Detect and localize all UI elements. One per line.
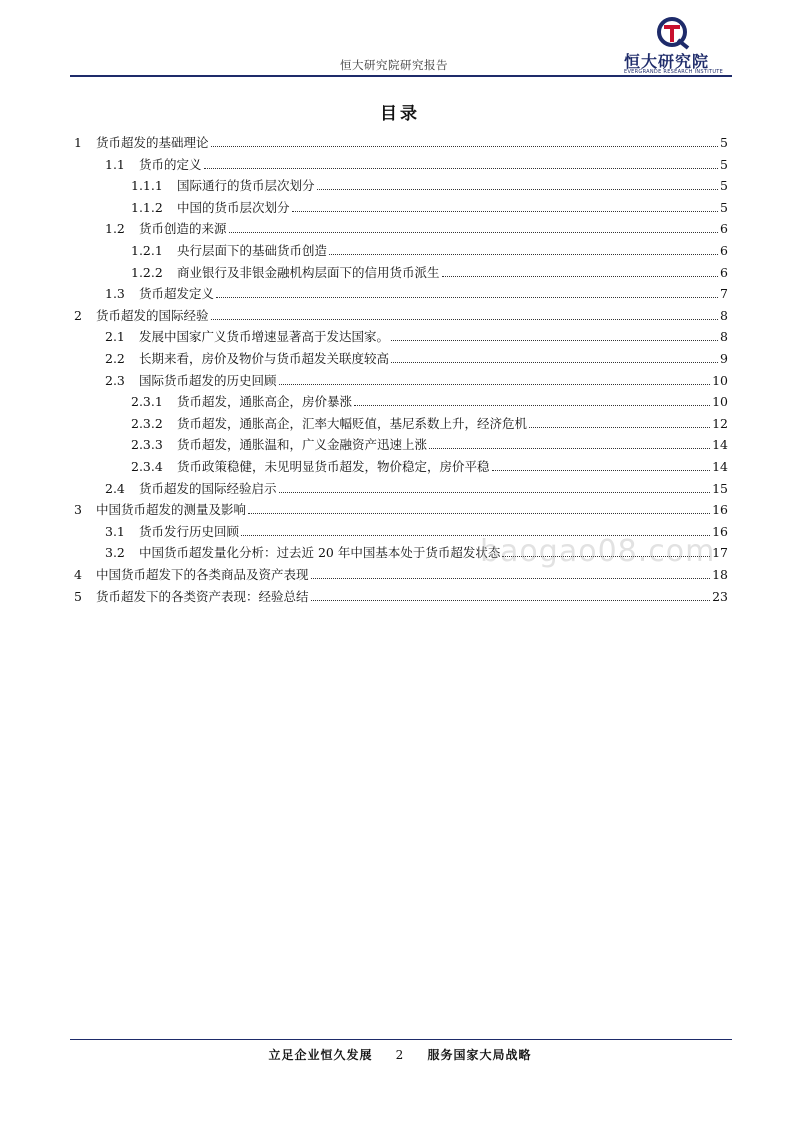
toc-entry-number: 2.3.2 — [131, 415, 163, 431]
toc-entry-title: 中国货币超发量化分析：过去近 20 年中国基本处于货币超发状态 — [139, 545, 501, 561]
toc-entry-title: 商业银行及非银金融机构层面下的信用货币派生 — [177, 264, 440, 280]
toc-entry-number: 4 — [74, 567, 82, 582]
toc-entry-title: 中国的货币层次划分 — [177, 199, 290, 215]
toc-entry-page: 17 — [712, 545, 728, 561]
toc-entry-page: 9 — [720, 351, 728, 366]
toc-entry-number: 1.1 — [105, 156, 125, 172]
toc-entry-title: 中国货币超发下的各类商品及资产表现 — [96, 567, 309, 582]
toc-entry-page: 10 — [712, 394, 728, 410]
evergrande-logo — [612, 16, 732, 74]
toc-entry-title: 货币超发，通胀高企，汇率大幅贬值，基尼系数上升，经济危机 — [177, 415, 528, 431]
toc-entry-number: 2.3 — [105, 372, 125, 388]
toc-entry-page: 8 — [720, 329, 728, 345]
toc-entry-title: 货币超发下的各类资产表现：经验总结 — [96, 588, 309, 604]
toc-leader-dots — [216, 297, 718, 298]
toc-entry[interactable] — [105, 477, 728, 497]
toc-entry-page: 23 — [712, 588, 728, 604]
toc-leader-dots — [204, 168, 719, 169]
toc-entry[interactable] — [131, 412, 728, 432]
toc-entry[interactable] — [105, 153, 728, 173]
toc-leader-dots — [292, 211, 719, 212]
toc-entry[interactable] — [131, 390, 728, 410]
toc-leader-dots — [229, 232, 719, 233]
toc-entry[interactable] — [131, 196, 728, 216]
toc-entry-number: 1.2.2 — [131, 264, 163, 280]
toc-entry[interactable] — [74, 131, 728, 151]
toc-entry-page: 18 — [712, 567, 728, 582]
toc-entry-number: 2.4 — [105, 480, 125, 496]
toc-leader-dots — [248, 513, 710, 514]
toc-entry-title: 货币超发，通胀高企，房价暴涨 — [177, 394, 353, 410]
toc-entry-page: 6 — [720, 243, 728, 258]
toc-leader-dots — [492, 470, 711, 471]
toc-entry-number: 2.3.1 — [131, 394, 163, 410]
logo-text: 恒大研究院 — [624, 52, 710, 71]
toc-entry-page: 8 — [720, 307, 728, 323]
toc-entry-number: 3.2 — [105, 545, 125, 561]
toc-entry-title: 国际通行的货币层次划分 — [177, 178, 315, 194]
report-header-title: 恒大研究院研究报告 — [340, 58, 448, 72]
footer-slogan-right: 服务国家大局战略 — [427, 1048, 532, 1062]
toc-entry[interactable] — [105, 369, 728, 389]
toc-entry-title: 货币超发的国际经验启示 — [139, 480, 277, 496]
toc-entry-page: 7 — [720, 286, 728, 302]
toc-entry-number: 3 — [74, 502, 82, 518]
toc-leader-dots — [429, 448, 710, 449]
toc-entry-title: 货币发行历史回顾 — [139, 523, 240, 539]
toc-entry-page: 5 — [720, 178, 728, 194]
watermark: baogao08.com — [480, 534, 716, 569]
toc-entry-page: 5 — [720, 156, 728, 172]
toc-entry-page: 10 — [712, 372, 728, 388]
toc-entry-title: 长期来看，房价及物价与货币超发关联度较高 — [139, 351, 390, 366]
toc-entry-page: 16 — [712, 523, 728, 539]
toc-entry-title: 货币超发的国际经验 — [96, 307, 209, 323]
toc-entry[interactable] — [74, 304, 728, 324]
toc-entry-title: 货币创造的来源 — [139, 221, 227, 237]
toc-entry-page: 6 — [720, 264, 728, 280]
logo-mark-icon — [652, 16, 692, 50]
toc-entry-page: 16 — [712, 502, 728, 518]
toc-leader-dots — [311, 578, 711, 579]
toc-leader-dots — [317, 189, 719, 190]
page-number: 2 — [395, 1048, 405, 1062]
toc-entry-page: 14 — [712, 459, 728, 474]
toc-entry[interactable] — [131, 433, 728, 453]
toc-entry-number: 2.1 — [105, 329, 125, 345]
toc-entry-title: 货币的定义 — [139, 156, 202, 172]
toc-leader-dots — [329, 254, 718, 255]
toc-entry-title: 央行层面下的基础货币创造 — [177, 243, 328, 258]
toc-entry-page: 5 — [720, 135, 728, 150]
toc-entry-title: 货币政策稳健，未见明显货币超发，物价稳定，房价平稳 — [177, 459, 490, 474]
toc-entry[interactable] — [131, 455, 728, 475]
toc-entry-page: 14 — [712, 437, 728, 453]
footer-slogan-left: 立足企业恒久发展 — [268, 1048, 373, 1062]
toc-entry[interactable] — [131, 261, 728, 281]
toc-heading: 目录 — [380, 104, 420, 124]
toc-entry-title: 国际货币超发的历史回顾 — [139, 372, 277, 388]
toc-leader-dots — [391, 362, 718, 363]
toc-entry-page: 6 — [720, 221, 728, 237]
toc-entry-title: 货币超发的基础理论 — [96, 135, 209, 150]
toc-entry-number: 1 — [74, 135, 82, 150]
toc-leader-dots — [211, 146, 719, 147]
toc-entry-number: 1.1.2 — [131, 199, 163, 215]
toc-entry-number: 2.3.3 — [131, 437, 163, 453]
toc-entry-number: 2.2 — [105, 351, 125, 366]
toc-leader-dots — [354, 405, 710, 406]
toc-entry-title: 货币超发，通胀温和，广义金融资产迅速上涨 — [177, 437, 428, 453]
toc-entry[interactable] — [105, 282, 728, 302]
toc-entry-number: 2 — [74, 307, 82, 323]
toc-entry-title: 货币超发定义 — [139, 286, 215, 302]
toc-entry[interactable] — [105, 347, 728, 367]
logo-subtext: EVERGRANDE RESEARCH INSTITUTE — [624, 69, 724, 75]
toc-entry-title: 中国货币超发的测量及影响 — [96, 502, 247, 518]
toc-entry-number: 1.3 — [105, 286, 125, 302]
toc-entry[interactable] — [131, 174, 728, 194]
toc-entry-number: 1.1.1 — [131, 178, 163, 194]
toc-entry[interactable] — [74, 498, 728, 518]
toc-entry-number: 2.3.4 — [131, 459, 163, 474]
toc-entry-number: 1.2 — [105, 221, 125, 237]
toc-entry-title: 发展中国家广义货币增速显著高于发达国家。 — [139, 329, 390, 345]
toc-leader-dots — [211, 319, 719, 320]
toc-leader-dots — [442, 276, 719, 277]
footer-divider — [70, 1039, 732, 1040]
toc-entry[interactable] — [131, 239, 728, 259]
toc-leader-dots — [311, 600, 711, 601]
toc-leader-dots — [391, 340, 718, 341]
toc-entry-page: 12 — [712, 415, 728, 431]
toc-leader-dots — [279, 492, 711, 493]
toc-entry-page: 15 — [712, 480, 728, 496]
toc-entry-page: 5 — [720, 199, 728, 215]
toc-entry[interactable] — [74, 585, 728, 605]
toc-entry-number: 5 — [74, 588, 82, 604]
page-footer — [0, 1046, 800, 1063]
toc-entry[interactable] — [105, 325, 728, 345]
toc-entry-number: 3.1 — [105, 523, 125, 539]
toc-entry-number: 1.2.1 — [131, 243, 163, 258]
toc-leader-dots — [279, 384, 711, 385]
toc-leader-dots — [529, 427, 710, 428]
header-divider — [70, 75, 732, 77]
toc-entry[interactable] — [105, 217, 728, 237]
